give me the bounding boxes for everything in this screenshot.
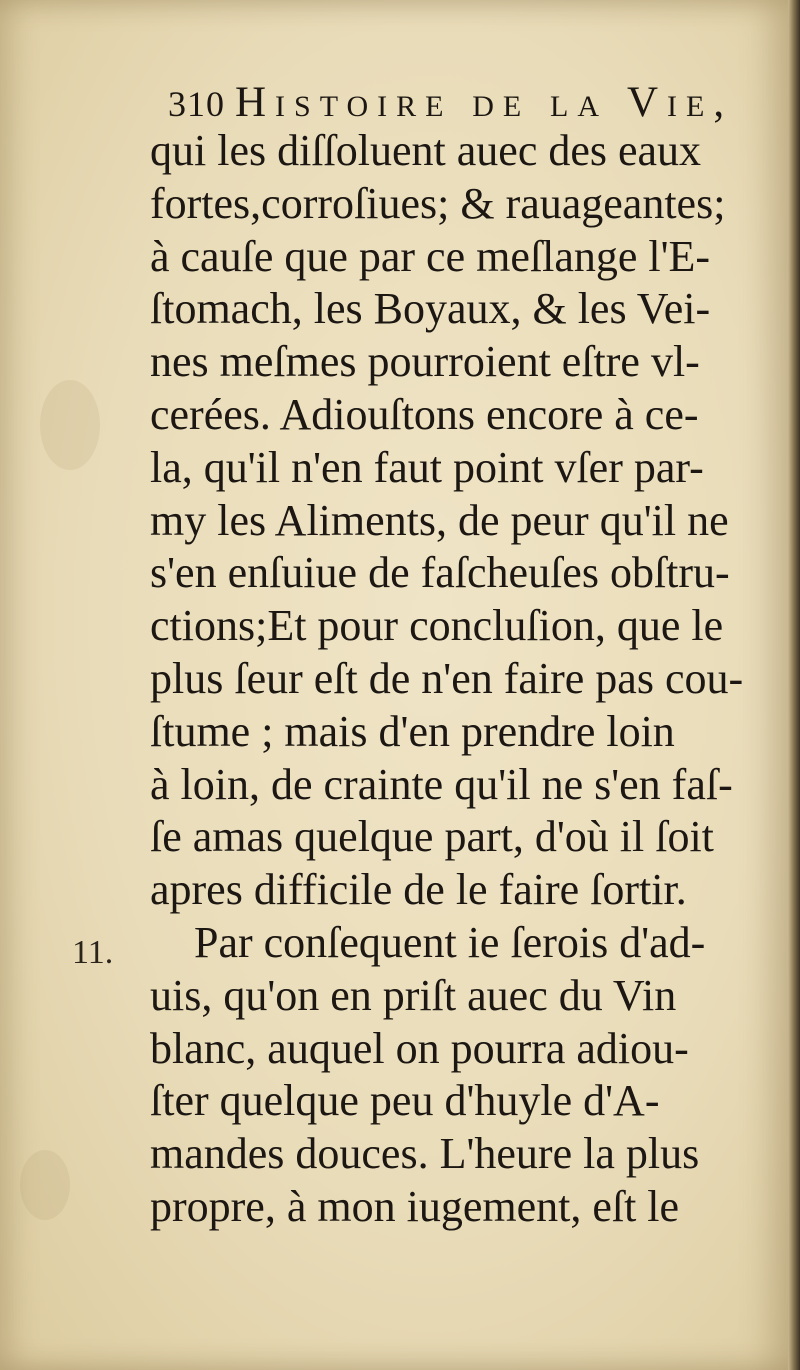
text-line: my les Aliments, de peur qu'il ne (150, 495, 729, 545)
text-line: Par conſequent ie ſerois d'ad- (150, 917, 706, 967)
text-line: plus ſeur eſt de n'en faire pas cou- (150, 653, 744, 703)
text-line: blanc, auquel on pourra adiou- (150, 1023, 689, 1073)
paper-stain (40, 380, 100, 470)
text-line: ſter quelque peu d'huyle d'A- (150, 1076, 660, 1126)
text-line: à cauſe que par ce meſlange l'E- (150, 231, 711, 281)
text-line: ſtume ; mais d'en prendre loin (150, 706, 675, 756)
text-line: uis, qu'on en priſt auec du Vin (150, 970, 677, 1020)
text-line: s'en enſuiue de faſcheuſes obſtru- (150, 548, 730, 598)
text-line: mandes douces. L'heure la plus (150, 1129, 700, 1179)
text-line: fortes,corroſiues; & rauageantes; (150, 178, 726, 228)
text-line: nes meſmes pourroient eſtre vl- (150, 337, 700, 387)
text-line: ctions;Et pour concluſion, que le (150, 601, 724, 651)
body-text (150, 125, 770, 1234)
text-line: apres difficile de le faire ſortir. (150, 865, 687, 915)
page-number: 310 (168, 84, 225, 124)
text-line: ſtomach, les Boyaux, & les Vei- (150, 284, 711, 334)
running-head (168, 78, 768, 128)
text-line: la, qu'il n'en faut point vſer par- (150, 442, 704, 492)
text-line: qui les diſſoluent auec des eaux (150, 126, 702, 175)
paper-stain (20, 1150, 70, 1220)
book-gutter (788, 0, 800, 1370)
running-title: Histoire de la Vie, (235, 79, 734, 126)
margin-note: 11. (72, 934, 114, 971)
text-line: cerées. Adiouſtons encore à ce- (150, 389, 699, 439)
text-line: ſe amas quelque part, d'où il ſoit (150, 812, 714, 862)
text-line: à loin, de crainte qu'il ne s'en faſ- (150, 759, 733, 809)
text-line: propre, à mon iugement, eſt le (150, 1181, 680, 1231)
